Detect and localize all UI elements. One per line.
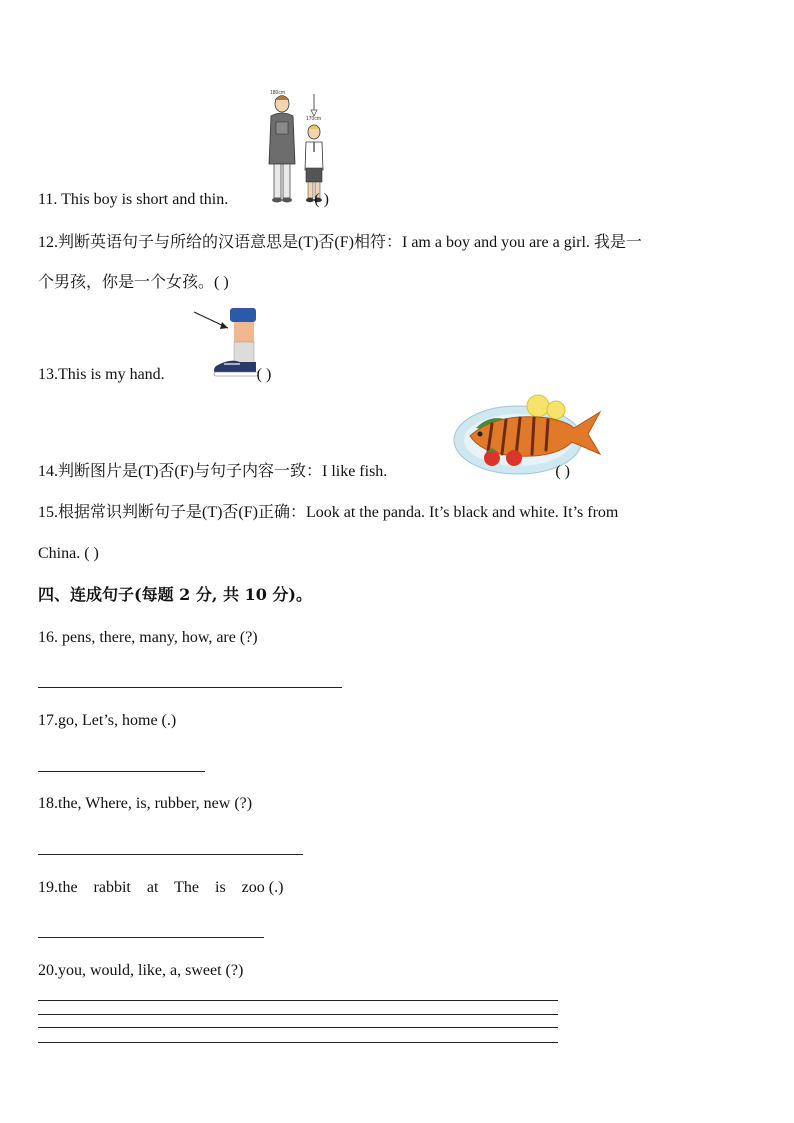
- height-short-label: 170cm: [306, 116, 322, 122]
- answer-line-20d[interactable]: [38, 1042, 558, 1043]
- answer-blank-11[interactable]: ( ): [314, 191, 329, 208]
- question-12-line2[interactable]: 个男孩，你是一个女孩。( ): [38, 274, 229, 291]
- question-20: 20.you, would, like, a, sweet (?): [38, 962, 244, 979]
- question-11-text: 11. This boy is short and thin.: [38, 191, 229, 208]
- answer-blank-13[interactable]: ( ): [256, 366, 272, 383]
- question-19: 19.the rabbit at The is zoo (.): [38, 879, 284, 896]
- question-15-line2[interactable]: China. ( ): [38, 545, 99, 562]
- question-16: 16. pens, there, many, how, are (?): [38, 629, 258, 646]
- answer-line-20c[interactable]: [38, 1027, 558, 1028]
- question-11: [38, 190, 329, 210]
- answer-line-19[interactable]: [38, 937, 264, 938]
- question-14: [38, 462, 570, 482]
- question-18: 18.the, Where, is, rubber, new (?): [38, 795, 253, 812]
- section-4-heading: 四、连成句子(每题 2 分, 共 10 分)。: [38, 585, 312, 604]
- answer-blank-14[interactable]: ( ): [555, 463, 570, 480]
- question-13-text: 13.This is my hand.: [38, 366, 165, 383]
- question-12-line1: 12.判断英语句子与所给的汉语意思是(T)否(F)相符：I am a boy and you are a girl. 我是一: [38, 234, 642, 251]
- question-14-text: 14.判断图片是(T)否(F)与句子内容一致：I like fish.: [38, 463, 388, 480]
- answer-line-20b[interactable]: [38, 1014, 558, 1015]
- answer-line-20a[interactable]: [38, 1000, 558, 1001]
- question-17: 17.go, Let’s, home (.): [38, 712, 177, 729]
- answer-line-17[interactable]: [38, 771, 205, 772]
- answer-line-16[interactable]: [38, 687, 342, 688]
- height-tall-label: 180cm: [270, 90, 286, 96]
- answer-line-18[interactable]: [38, 854, 303, 855]
- question-13: [38, 365, 271, 385]
- question-15-line1: 15.根据常识判断句子是(T)否(F)正确：Look at the panda. It’s black and white. It’s from: [38, 504, 619, 521]
